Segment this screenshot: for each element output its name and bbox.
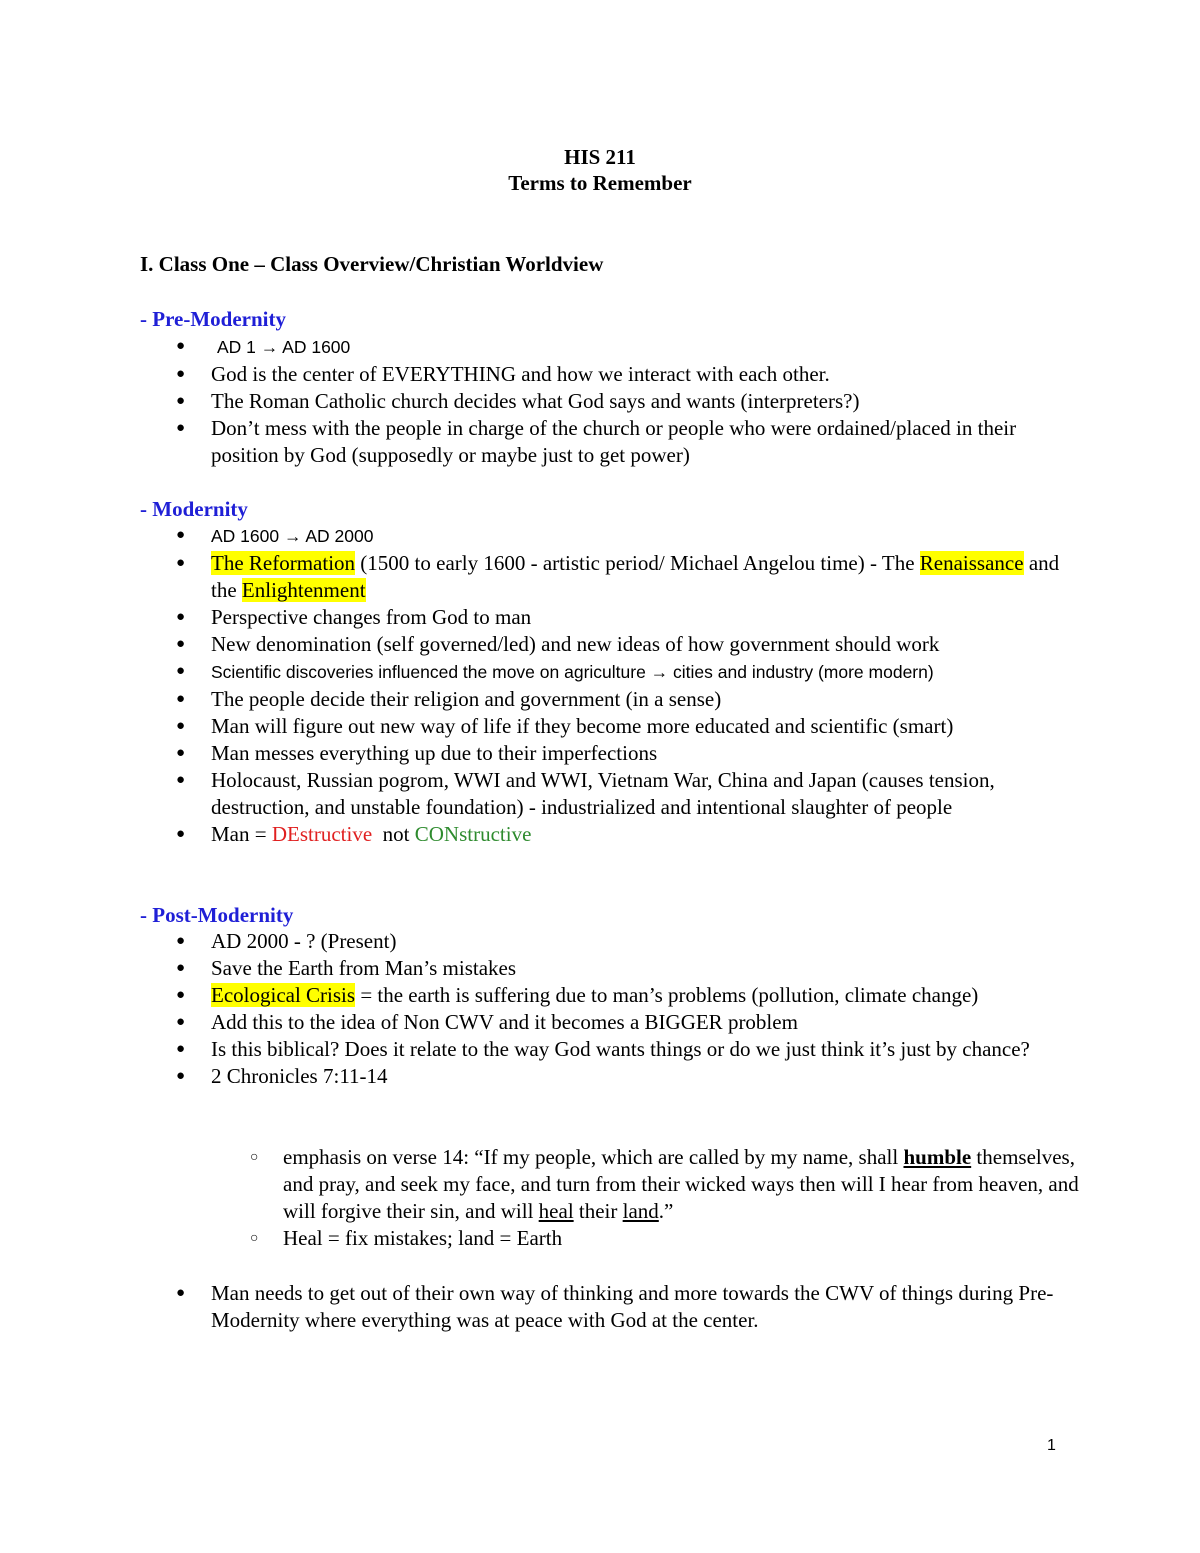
list-item: ● Holocaust, Russian pogrom, WWI and WWI, Vietnam War, China and Japan (causes tension, destruction, and unstable foundation) - industrialized and intentional slaughter of people <box>176 768 995 819</box>
chronicles-sublist <box>0 1144 1200 1252</box>
list-item: ● Don’t mess with the people in charge of the church or people who were ordained/placed in their position by God (supposedly or maybe just to get power) <box>176 416 1017 467</box>
sub-list-item: ○ emphasis on verse 14: “If my people, which are called by my name, shall humble themselves, and pray, and seek my face, and turn from their wicked ways then will I hear from heaven, and will forgive their sin, and will heal their land.” <box>250 1145 1079 1223</box>
page-number: 1 <box>1047 1437 1056 1454</box>
bullet-icon: ● <box>176 393 186 409</box>
list-item: ● Man = DEstructive not CONstructive <box>176 822 532 846</box>
list-item: ● Scientific discoveries influenced the move on agriculture → cities and industry (more modern) <box>0 658 1200 686</box>
bullet-icon: ● <box>176 609 186 625</box>
list-item: ● Ecological Crisis = the earth is suffering due to man’s problems (pollution, climate change) <box>176 983 979 1007</box>
list-item: ● The Reformation (1500 to early 1600 - artistic period/ Michael Angelou time) - The Renaissance and the Enlightenment <box>176 551 1060 602</box>
pre-modernity-heading: - Pre-Modernity <box>140 307 286 331</box>
sub-list-item: ○ Heal = fix mistakes; land = Earth <box>250 1226 563 1250</box>
list-item: ● 2 Chronicles 7:11-14 <box>176 1064 388 1088</box>
list-item: ● AD 2000 - ? (Present) <box>176 929 397 953</box>
bullet-icon: ● <box>176 1041 186 1057</box>
modernity-heading: - Modernity <box>140 497 248 521</box>
course-title: HIS 211 <box>564 145 636 169</box>
list-item: ● The people decide their religion and government (in a sense) <box>176 687 722 711</box>
section-heading: I. Class One – Class Overview/Christian Worldview <box>140 252 604 276</box>
list-item: ● AD 1 → AD 1600 <box>0 333 1200 361</box>
list-item: ● Perspective changes from God to man <box>176 605 532 629</box>
bullet-icon: ● <box>176 960 186 976</box>
list-item: ● AD 1600 → AD 2000 <box>0 522 1200 550</box>
list-item: ● New denomination (self governed/led) and new ideas of how government should work <box>176 632 940 656</box>
list-item: ● Man messes everything up due to their imperfections <box>176 741 658 765</box>
list-item: ● Man will figure out new way of life if they become more educated and scientific (smart) <box>176 714 954 738</box>
list-item: ● Man needs to get out of their own way of thinking and more towards the CWV of things during Pre-Modernity where everything was at peace with God at the center. <box>176 1281 1054 1332</box>
document-subtitle: Terms to Remember <box>508 171 692 195</box>
bullet-icon: ● <box>176 1068 186 1084</box>
bullet-icon: ● <box>176 663 186 679</box>
bullet-icon: ● <box>176 826 186 842</box>
bullet-icon: ● <box>176 338 186 354</box>
bullet-icon: ● <box>176 718 186 734</box>
modernity-list <box>0 522 1200 848</box>
bullet-icon: ● <box>176 527 186 543</box>
post-modernity-heading: - Post-Modernity <box>140 903 294 927</box>
sub-bullet-icon: ○ <box>250 1150 259 1165</box>
list-item: ● The Roman Catholic church decides what God says and wants (interpreters?) <box>176 389 860 413</box>
bullet-icon: ● <box>176 987 186 1003</box>
bullet-icon: ● <box>176 1014 186 1030</box>
bullet-icon: ● <box>176 745 186 761</box>
bullet-icon: ● <box>176 691 186 707</box>
list-item: ● Is this biblical? Does it relate to the way God wants things or do we just think it’s just by chance? <box>176 1037 1030 1061</box>
list-item: ● God is the center of EVERYTHING and how we interact with each other. <box>176 362 830 386</box>
bullet-icon: ● <box>176 636 186 652</box>
sub-bullet-icon: ○ <box>250 1231 259 1246</box>
bullet-icon: ● <box>176 933 186 949</box>
bullet-icon: ● <box>176 555 186 571</box>
list-item: ● Add this to the idea of Non CWV and it becomes a BIGGER problem <box>176 1010 798 1034</box>
bullet-icon: ● <box>176 772 186 788</box>
conclusion-list <box>0 1280 1200 1334</box>
bullet-icon: ● <box>176 1285 186 1301</box>
list-item: ● Save the Earth from Man’s mistakes <box>176 956 517 980</box>
pre-modernity-list <box>0 333 1200 469</box>
bullet-icon: ● <box>176 420 186 436</box>
bullet-icon: ● <box>176 366 186 382</box>
post-modernity-list <box>0 928 1200 1090</box>
